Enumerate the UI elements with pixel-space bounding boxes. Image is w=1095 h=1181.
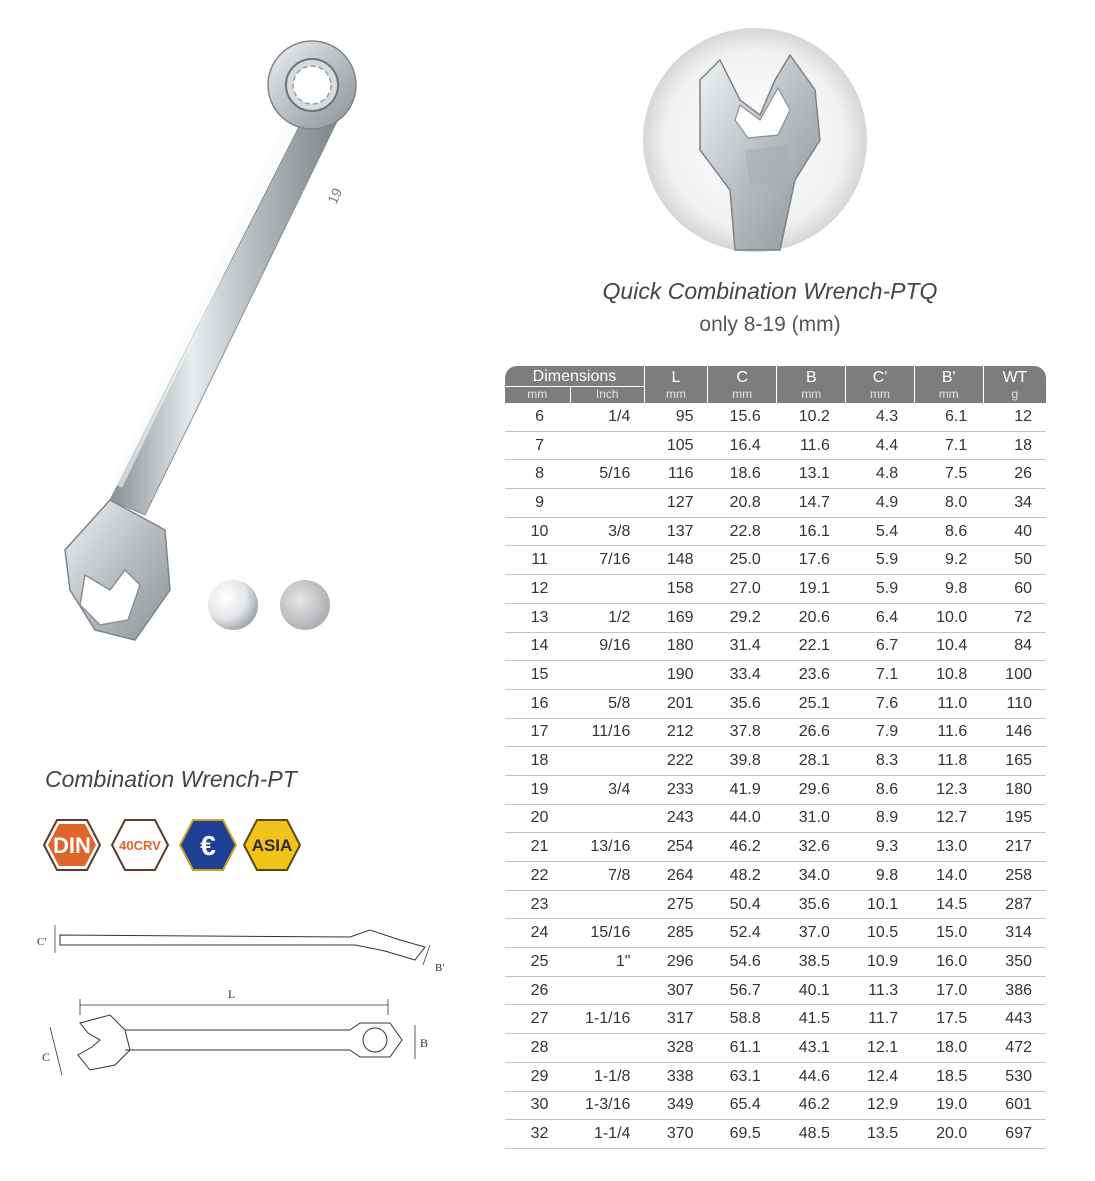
unit-b-prime: mm [914,387,983,404]
table-row [505,575,1046,604]
table-cell: 9/16 [570,632,644,661]
table-cell: 28.1 [777,747,846,776]
table-cell: 56.7 [708,976,777,1005]
table-cell: 697 [983,1120,1046,1149]
table-cell: 222 [644,747,707,776]
table-row [505,431,1046,460]
table-cell: 50 [983,546,1046,575]
table-row [505,775,1046,804]
table-cell: 25 [505,948,570,977]
table-cell: 58.8 [708,1005,777,1034]
table-cell: 34.0 [777,862,846,891]
table-cell: 127 [644,489,707,518]
table-cell: 180 [644,632,707,661]
table-cell: 10 [505,517,570,546]
table-cell: 1" [570,948,644,977]
table-cell: 60 [983,575,1046,604]
table-cell: 12.9 [846,1091,914,1120]
table-cell: 20.6 [777,603,846,632]
table-cell: 8.6 [846,775,914,804]
table-cell: 317 [644,1005,707,1034]
table-row [505,1120,1046,1149]
table-cell: 15 [505,661,570,690]
table-cell: 8.9 [846,804,914,833]
table-cell: 10.8 [914,661,983,690]
table-cell: 158 [644,575,707,604]
table-cell: 13 [505,603,570,632]
table-cell: 12.1 [846,1034,914,1063]
table-cell: 443 [983,1005,1046,1034]
unit-mm: mm [505,387,570,404]
table-cell: 16.1 [777,517,846,546]
table-cell: 17.0 [914,976,983,1005]
table-cell: 1-1/4 [570,1120,644,1149]
table-cell: 9 [505,489,570,518]
table-cell: 4.9 [846,489,914,518]
table-cell: 10.5 [846,919,914,948]
table-cell: 17 [505,718,570,747]
table-cell: 16 [505,689,570,718]
table-row [505,689,1046,718]
c-prime-label: C' [37,936,47,948]
table-cell: 18.6 [708,460,777,489]
table-cell: 10.0 [914,603,983,632]
table-cell: 5/8 [570,689,644,718]
table-cell: 3/4 [570,775,644,804]
table-cell: 287 [983,890,1046,919]
col-header-b: B [777,366,846,387]
table-row [505,403,1046,431]
table-cell: 307 [644,976,707,1005]
table-cell: 18 [505,747,570,776]
table-cell: 11.6 [914,718,983,747]
table-cell: 1/4 [570,403,644,431]
table-cell: 254 [644,833,707,862]
table-row [505,919,1046,948]
table-row [505,489,1046,518]
table-cell: 9.3 [846,833,914,862]
wrench-photo [40,30,346,650]
table-cell: 148 [644,546,707,575]
table-cell: 11.6 [777,431,846,460]
table-cell: 29 [505,1062,570,1091]
table-cell: 314 [983,919,1046,948]
table-row [505,862,1046,891]
table-cell: 6.1 [914,403,983,431]
table-row [505,1005,1046,1034]
table-cell: 61.1 [708,1034,777,1063]
table-cell: 1-1/8 [570,1062,644,1091]
table-cell: 26 [983,460,1046,489]
col-header-l: L [644,366,707,387]
table-cell: 14.5 [914,890,983,919]
table-row [505,661,1046,690]
table-cell: 13.0 [914,833,983,862]
spec-table [505,366,1046,1149]
table-cell: 9.8 [914,575,983,604]
table-cell: 328 [644,1034,707,1063]
table-cell: 14 [505,632,570,661]
table-cell: 7.9 [846,718,914,747]
table-cell: 8.6 [914,517,983,546]
table-cell: 15.6 [708,403,777,431]
table-cell: 16.4 [708,431,777,460]
table-cell: 48.2 [708,862,777,891]
table-cell: 31.0 [777,804,846,833]
din-badge-label: DIN [53,833,91,858]
col-header-wt: WT [983,366,1046,387]
table-cell: 29.2 [708,603,777,632]
table-cell: 84 [983,632,1046,661]
table-cell: 165 [983,747,1046,776]
table-cell: 4.4 [846,431,914,460]
table-cell: 5.9 [846,575,914,604]
table-cell: 7.6 [846,689,914,718]
table-cell: 29.6 [777,775,846,804]
table-cell: 52.4 [708,919,777,948]
euro-badge-icon [180,820,236,870]
table-cell: 12 [983,403,1046,431]
table-cell [570,890,644,919]
table-cell: 30 [505,1091,570,1120]
table-cell: 14.0 [914,862,983,891]
unit-wt: g [983,387,1046,404]
table-cell: 17.6 [777,546,846,575]
table-cell: 10.4 [914,632,983,661]
table-row [505,976,1046,1005]
table-row [505,460,1046,489]
finish-swatches [200,575,360,635]
table-cell: 48.5 [777,1120,846,1149]
table-cell: 180 [983,775,1046,804]
table-cell: 72 [983,603,1046,632]
table-cell: 17.5 [914,1005,983,1034]
table-row [505,718,1046,747]
table-cell: 530 [983,1062,1046,1091]
table-cell: 10.2 [777,403,846,431]
mirror-finish-swatch [208,580,258,630]
table-cell: 275 [644,890,707,919]
col-header-b-prime: B' [914,366,983,387]
table-cell: 386 [983,976,1046,1005]
asia-badge-label: ASIA [251,836,293,855]
table-cell: 10.1 [846,890,914,919]
table-cell [570,1034,644,1063]
table-row [505,833,1046,862]
table-cell: 23 [505,890,570,919]
table-cell: 11.0 [914,689,983,718]
table-cell: 1-3/16 [570,1091,644,1120]
l-label: L [228,987,236,1001]
table-cell: 19.1 [777,575,846,604]
table-cell: 19 [505,775,570,804]
table-cell: 18 [983,431,1046,460]
table-cell [570,431,644,460]
table-cell: 7.1 [914,431,983,460]
table-cell: 349 [644,1091,707,1120]
table-cell: 11.8 [914,747,983,776]
table-row [505,747,1046,776]
table-row [505,546,1046,575]
table-cell: 20.0 [914,1120,983,1149]
table-cell: 95 [644,403,707,431]
table-cell: 41.9 [708,775,777,804]
table-cell: 258 [983,862,1046,891]
table-cell: 27 [505,1005,570,1034]
table-cell: 20 [505,804,570,833]
table-cell: 8.3 [846,747,914,776]
table-cell: 6 [505,403,570,431]
table-cell: 13.5 [846,1120,914,1149]
40crv-badge-icon [112,820,168,870]
table-cell [570,747,644,776]
table-cell: 5.9 [846,546,914,575]
unit-c-prime: mm [846,387,914,404]
table-cell: 12 [505,575,570,604]
table-cell: 14.7 [777,489,846,518]
table-cell: 11 [505,546,570,575]
asia-badge-icon [244,820,300,870]
table-cell: 169 [644,603,707,632]
table-cell: 43.1 [777,1034,846,1063]
table-cell: 11/16 [570,718,644,747]
table-row [505,804,1046,833]
table-cell: 4.3 [846,403,914,431]
table-cell: 137 [644,517,707,546]
table-cell: 34 [983,489,1046,518]
table-cell: 65.4 [708,1091,777,1120]
certification-badges [42,818,302,872]
top-view-diagram [30,985,460,1085]
table-cell: 233 [644,775,707,804]
table-cell: 100 [983,661,1046,690]
table-cell: 28 [505,1034,570,1063]
table-cell: 350 [983,948,1046,977]
table-cell: 12.7 [914,804,983,833]
table-cell: 4.8 [846,460,914,489]
table-cell: 44.6 [777,1062,846,1091]
ptq-closeup-photo [640,20,870,260]
table-cell: 201 [644,689,707,718]
unit-inch: Inch [570,387,644,404]
table-cell: 146 [983,718,1046,747]
b-prime-label: B' [435,962,445,974]
table-cell: 32 [505,1120,570,1149]
table-cell: 44.0 [708,804,777,833]
table-cell: 63.1 [708,1062,777,1091]
table-cell: 35.6 [708,689,777,718]
table-cell: 54.6 [708,948,777,977]
side-view-diagram [30,915,460,975]
ptq-title: Quick Combination Wrench-PTQ [602,278,938,304]
col-header-c: C [708,366,777,387]
b-label: B [420,1036,429,1050]
table-cell: 243 [644,804,707,833]
table-cell: 46.2 [777,1091,846,1120]
table-cell: 9.8 [846,862,914,891]
table-row [505,948,1046,977]
table-cell: 8 [505,460,570,489]
table-cell [570,575,644,604]
table-cell: 69.5 [708,1120,777,1149]
table-cell: 32.6 [777,833,846,862]
table-cell: 10.9 [846,948,914,977]
table-cell: 37.0 [777,919,846,948]
table-cell: 8.0 [914,489,983,518]
table-cell: 5/16 [570,460,644,489]
table-cell: 35.6 [777,890,846,919]
table-cell: 264 [644,862,707,891]
table-cell: 1-1/16 [570,1005,644,1034]
table-cell: 18.0 [914,1034,983,1063]
din-badge-icon [44,820,100,870]
table-cell: 601 [983,1091,1046,1120]
table-cell: 20.8 [708,489,777,518]
table-cell: 46.2 [708,833,777,862]
table-cell: 9.2 [914,546,983,575]
table-cell: 296 [644,948,707,977]
table-cell: 7.1 [846,661,914,690]
table-cell: 116 [644,460,707,489]
table-row [505,1062,1046,1091]
table-cell: 11.3 [846,976,914,1005]
table-cell: 50.4 [708,890,777,919]
wrench-marking: 19 [324,185,346,207]
table-cell: 40 [983,517,1046,546]
table-cell: 33.4 [708,661,777,690]
table-cell: 16.0 [914,948,983,977]
table-cell: 190 [644,661,707,690]
satin-finish-swatch [280,580,330,630]
table-cell: 212 [644,718,707,747]
table-cell: 19.0 [914,1091,983,1120]
table-cell: 370 [644,1120,707,1149]
table-cell: 195 [983,804,1046,833]
table-cell: 41.5 [777,1005,846,1034]
table-cell: 110 [983,689,1046,718]
table-cell: 22.8 [708,517,777,546]
table-cell: 24 [505,919,570,948]
dimensions-header: Dimensions [505,366,644,387]
table-cell: 27.0 [708,575,777,604]
table-cell: 7.5 [914,460,983,489]
table-cell: 22.1 [777,632,846,661]
table-cell: 6.4 [846,603,914,632]
40crv-badge-label: 40CRV [119,838,161,853]
table-cell [570,661,644,690]
euro-badge-label: € [200,830,216,861]
table-row [505,632,1046,661]
table-cell: 22 [505,862,570,891]
table-row [505,1034,1046,1063]
table-cell: 15/16 [570,919,644,948]
table-cell: 338 [644,1062,707,1091]
table-cell: 37.8 [708,718,777,747]
pt-title: Combination Wrench-PT [45,766,297,792]
table-cell: 25.0 [708,546,777,575]
table-cell [570,976,644,1005]
table-cell: 105 [644,431,707,460]
table-cell: 26.6 [777,718,846,747]
table-row [505,603,1046,632]
table-cell: 1/2 [570,603,644,632]
table-cell: 7/16 [570,546,644,575]
col-header-c-prime: C' [846,366,914,387]
table-cell: 12.3 [914,775,983,804]
unit-b: mm [777,387,846,404]
table-cell: 6.7 [846,632,914,661]
unit-l: mm [644,387,707,404]
table-cell: 13.1 [777,460,846,489]
table-cell [570,489,644,518]
table-cell: 285 [644,919,707,948]
table-row [505,890,1046,919]
table-cell: 12.4 [846,1062,914,1091]
table-cell: 13/16 [570,833,644,862]
table-cell: 26 [505,976,570,1005]
table-row [505,1091,1046,1120]
table-cell: 31.4 [708,632,777,661]
table-cell: 5.4 [846,517,914,546]
table-cell: 23.6 [777,661,846,690]
ptq-subtitle: only 8-19 (mm) [699,313,841,336]
table-cell: 472 [983,1034,1046,1063]
table-cell: 7/8 [570,862,644,891]
table-cell: 15.0 [914,919,983,948]
spec-table-body [505,403,1046,1148]
table-cell: 3/8 [570,517,644,546]
table-cell: 39.8 [708,747,777,776]
table-cell: 40.1 [777,976,846,1005]
table-cell: 11.7 [846,1005,914,1034]
table-row [505,517,1046,546]
c-label: C [42,1050,51,1064]
table-cell: 18.5 [914,1062,983,1091]
table-cell: 7 [505,431,570,460]
table-cell: 25.1 [777,689,846,718]
unit-c: mm [708,387,777,404]
table-cell: 21 [505,833,570,862]
table-cell: 38.5 [777,948,846,977]
table-cell [570,804,644,833]
table-cell: 217 [983,833,1046,862]
